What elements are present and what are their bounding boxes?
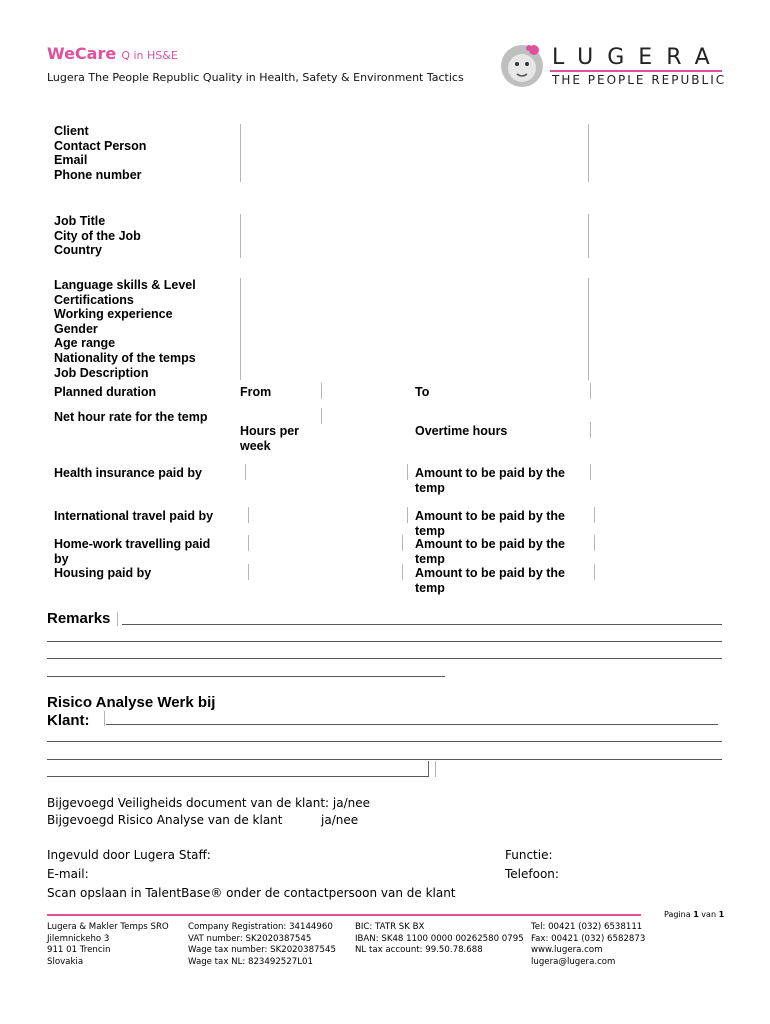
- field-divider: [248, 564, 249, 580]
- field-divider: [588, 214, 589, 258]
- attachment-risk-analysis-value: ja/nee: [321, 813, 359, 827]
- label-country: Country: [54, 243, 102, 258]
- footer-line: Wage tax number: SK2020387545: [188, 945, 336, 956]
- risico-line2: Klant:: [47, 712, 90, 729]
- attachment-safety-document: Bijgevoegd Veiligheids document van de klant: ja/nee: [47, 796, 371, 810]
- field-divider: [240, 124, 241, 182]
- label-amount-temp: temp: [415, 551, 445, 566]
- footer-line: 911 01 Trencin: [47, 945, 111, 956]
- field-divider: [240, 278, 241, 380]
- footer-line: Jilemnickeho 3: [47, 933, 110, 944]
- remarks-line[interactable]: [47, 641, 722, 642]
- label-job-title: Job Title: [54, 214, 106, 228]
- lugera-logo-tagline: THE PEOPLE REPUBLIC: [552, 73, 727, 87]
- risico-line[interactable]: [47, 741, 722, 742]
- client-info-labels: [54, 124, 146, 182]
- footer-phone: Tel: 00421 (032) 6538111: [531, 922, 643, 932]
- field-divider: [590, 464, 591, 480]
- footer-divider: [47, 914, 641, 916]
- label-hours-per: Hours per: [240, 424, 300, 438]
- footer-line: Slovakia: [47, 956, 84, 967]
- remarks-line[interactable]: [47, 676, 445, 677]
- lion-logo-icon: [498, 40, 546, 90]
- label-phone-number: Phone number: [54, 167, 142, 182]
- label-home-work-travel: [54, 537, 210, 566]
- logo-divider: [550, 70, 722, 72]
- field-divider: [594, 564, 595, 580]
- label-amount-home-work: [415, 537, 565, 566]
- label-contact-person: Contact Person: [54, 138, 147, 153]
- label-amount-temp: temp: [415, 480, 445, 495]
- wecare-subtitle: Q in HS&E: [121, 49, 178, 62]
- job-info-labels: [54, 214, 141, 258]
- footer-contact: [531, 922, 645, 968]
- field-divider: [588, 278, 589, 380]
- label-amount-line: Amount to be paid by the: [415, 566, 565, 580]
- wecare-title: WeCare: [47, 44, 117, 63]
- field-divider: [407, 464, 408, 480]
- label-amount-housing: [415, 566, 565, 595]
- label-planned-duration: Planned duration: [54, 385, 157, 399]
- risico-line[interactable]: [106, 724, 718, 725]
- label-language-skills: Language skills & Level: [54, 278, 196, 292]
- label-home-work-by: by: [54, 551, 69, 566]
- label-amount-line: Amount to be paid by the: [415, 537, 565, 551]
- label-week: week: [240, 438, 271, 453]
- label-working-experience: Working experience: [54, 307, 173, 322]
- field-divider: [590, 422, 591, 438]
- footer-fax: Fax: 00421 (032) 6582873: [531, 933, 646, 944]
- telefoon-label: Telefoon:: [505, 867, 559, 881]
- label-net-hour-rate: Net hour rate for the temp: [54, 410, 208, 424]
- scan-instruction: Scan opslaan in TalentBase® onder de contactpersoon van de klant: [47, 886, 456, 900]
- risico-line[interactable]: [47, 759, 722, 760]
- label-gender: Gender: [54, 321, 98, 336]
- label-amount-line: Amount to be paid by the: [415, 466, 565, 480]
- remarks-line[interactable]: [47, 658, 722, 659]
- field-divider: [240, 214, 241, 258]
- field-divider: [594, 535, 595, 551]
- footer-line: NL tax account: 99.50.78.688: [355, 945, 483, 956]
- header-subtitle: Lugera The People Republic Quality in Health, Safety & Environment Tactics: [47, 71, 464, 84]
- label-amount-temp: temp: [415, 580, 445, 595]
- label-health-insurance: Health insurance paid by: [54, 466, 202, 480]
- risico-line[interactable]: [47, 776, 428, 777]
- footer-line: Lugera & Makler Temps SRO: [47, 922, 169, 932]
- wecare-brand: [47, 44, 178, 63]
- field-divider: [435, 761, 436, 777]
- field-divider: [245, 464, 246, 480]
- risico-line1: Risico Analyse Werk bij: [47, 694, 216, 711]
- footer-line: VAT number: SK2020387545: [188, 933, 312, 944]
- label-to: To: [415, 385, 430, 399]
- label-overtime-hours: Overtime hours: [415, 424, 508, 438]
- page-mid: van: [698, 910, 719, 919]
- label-certifications: Certifications: [54, 292, 134, 307]
- footer-banking: [355, 922, 524, 957]
- label-from: From: [240, 385, 272, 399]
- label-client: Client: [54, 124, 89, 138]
- field-divider: [248, 507, 249, 523]
- field-divider: [321, 383, 322, 399]
- label-nationality: Nationality of the temps: [54, 350, 196, 365]
- field-divider: [428, 761, 429, 777]
- label-email: Email: [54, 153, 88, 168]
- email-label: E-mail:: [47, 867, 89, 881]
- label-city-of-job: City of the Job: [54, 228, 141, 243]
- remarks-line[interactable]: [122, 624, 722, 625]
- label-age-range: Age range: [54, 336, 116, 351]
- label-amount-health: [415, 466, 565, 495]
- footer-line: IBAN: SK48 1100 0000 00262580 0795: [355, 933, 524, 944]
- attachment-risk-analysis: Bijgevoegd Risico Analyse van de klant: [47, 813, 283, 827]
- footer-line: Wage tax NL: 823492527L01: [188, 956, 313, 967]
- page-total: 1: [718, 910, 725, 919]
- requirements-labels: [54, 278, 196, 380]
- label-job-description: Job Description: [54, 365, 149, 380]
- field-divider: [402, 564, 403, 580]
- footer-registration: [188, 922, 336, 968]
- field-divider: [248, 535, 249, 551]
- page-prefix: Pagina: [664, 910, 694, 919]
- page-current: 1: [693, 910, 699, 919]
- filled-by-staff: Ingevuld door Lugera Staff:: [47, 848, 211, 862]
- label-home-work-line: Home-work travelling paid: [54, 537, 211, 551]
- footer-address: [47, 922, 169, 968]
- functie-label: Functie:: [505, 848, 553, 862]
- field-divider: [104, 711, 105, 726]
- field-divider: [117, 612, 118, 626]
- field-divider: [321, 408, 322, 424]
- field-divider: [590, 383, 591, 399]
- footer-email-link[interactable]: lugera@lugera.com: [531, 956, 616, 967]
- label-hours-per-week: [240, 424, 299, 453]
- page-number: [664, 910, 724, 919]
- label-amount-line: Amount to be paid by the: [415, 509, 565, 523]
- label-housing: Housing paid by: [54, 566, 152, 580]
- field-divider: [588, 124, 589, 182]
- label-amount-international: [415, 509, 565, 538]
- label-international-travel: International travel paid by: [54, 509, 214, 523]
- remarks-label: Remarks: [47, 610, 111, 627]
- lugera-logo-name: LUGERA: [552, 45, 724, 70]
- field-divider: [594, 507, 595, 523]
- footer-website-link[interactable]: www.lugera.com: [531, 945, 603, 956]
- field-divider: [402, 535, 403, 551]
- footer-line: BIC: TATR SK BX: [355, 922, 425, 932]
- label-amount-temp: temp: [415, 523, 445, 538]
- footer-line: Company Registration: 34144960: [188, 922, 333, 932]
- field-divider: [407, 507, 408, 523]
